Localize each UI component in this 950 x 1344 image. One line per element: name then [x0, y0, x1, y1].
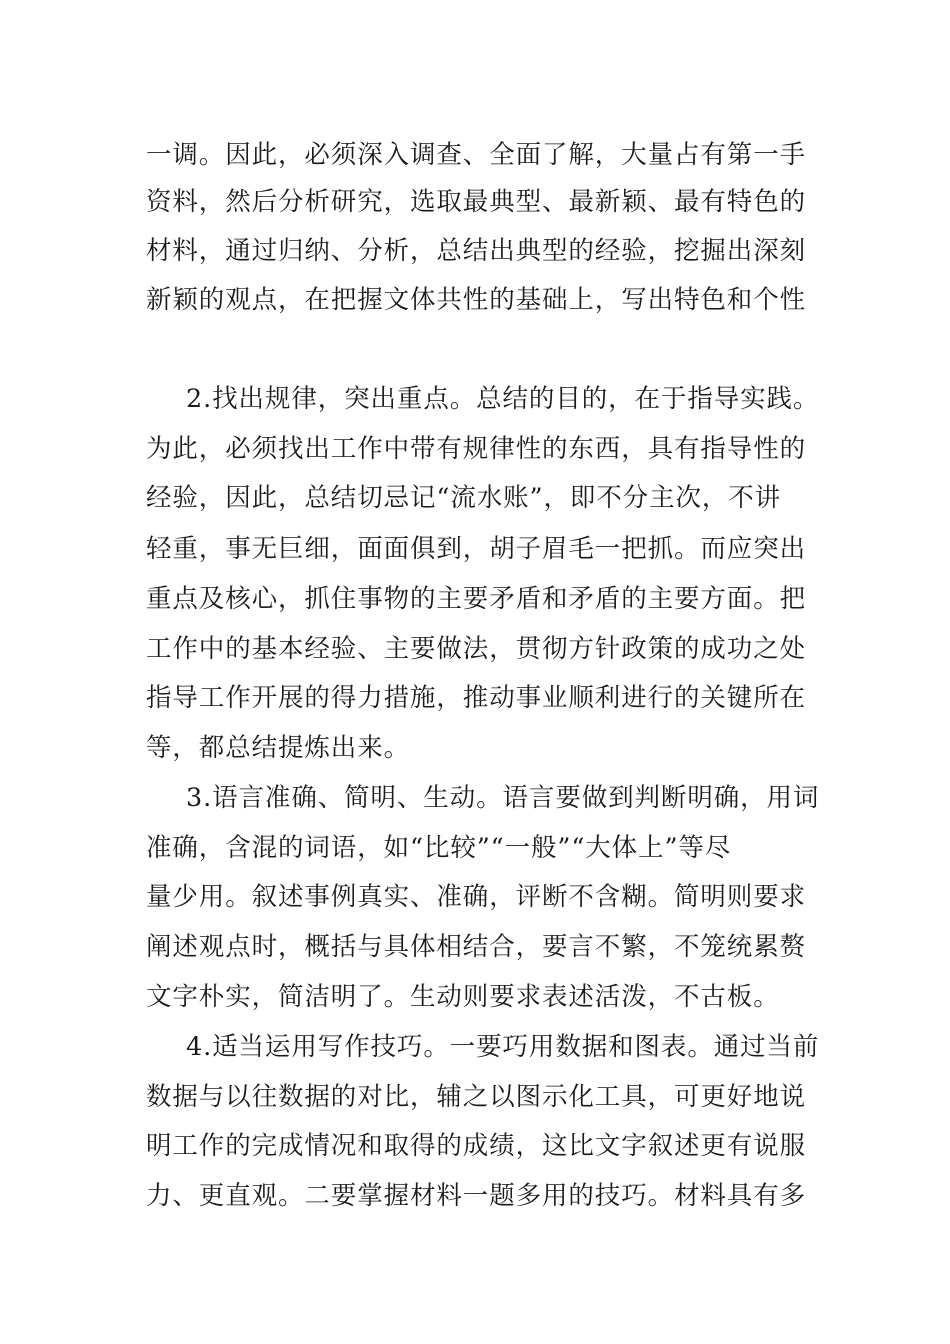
text-line: 经验，因此，总结切忌记“流水账”，即不分主次，不讲	[146, 483, 782, 513]
text-line: 工作中的基本经验、主要做法，贯彻方针政策的成功之处	[146, 634, 807, 664]
text-line: 指导工作开展的得力措施，推动事业顺利进行的关键所在	[146, 683, 807, 713]
text-line: 4.适当运用写作技巧。一要巧用数据和图表。通过当前	[186, 1032, 820, 1062]
text-line: 资料，然后分析研究，选取最典型、最新颖、最有特色的	[146, 187, 807, 217]
text-line: 文字朴实，简洁明了。生动则要求表述活泼，不古板。	[146, 982, 780, 1012]
text-line: 阐述观点时，概括与具体相结合，要言不繁，不笼统累赘	[146, 932, 807, 962]
text-line: 重点及核心，抓住事物的主要矛盾和矛盾的主要方面。把	[146, 584, 807, 614]
text-line: 量少用。叙述事例真实、准确，评断不含糊。简明则要求	[146, 882, 807, 912]
text-line: 新颖的观点，在把握文体共性的基础上，写出特色和个性	[146, 285, 807, 315]
text-line: 准确，含混的词语，如“比较”“一般”“大体上”等尽	[146, 833, 732, 863]
text-line: 力、更直观。二要掌握材料一题多用的技巧。材料具有多	[146, 1181, 807, 1211]
text-line: 为此，必须找出工作中带有规律性的东西，具有指导性的	[146, 434, 807, 464]
text-line: 轻重，事无巨细，面面俱到，胡子眉毛一把抓。而应突出	[146, 534, 807, 564]
text-line: 材料，通过归纳、分析，总结出典型的经验，挖掘出深刻	[146, 236, 807, 266]
text-line: 3.语言准确、简明、生动。语言要做到判断明确，用词	[186, 783, 820, 813]
text-line: 等，都总结提炼出来。	[146, 733, 411, 763]
text-line: 一调。因此，必须深入调查、全面了解，大量占有第一手	[146, 140, 807, 170]
text-line: 明工作的完成情况和取得的成绩，这比文字叙述更有说服	[146, 1131, 807, 1161]
text-line: 2.找出规律，突出重点。总结的目的，在于指导实践。	[186, 384, 820, 414]
text-line: 数据与以往数据的对比，辅之以图示化工具，可更好地说	[146, 1082, 807, 1112]
